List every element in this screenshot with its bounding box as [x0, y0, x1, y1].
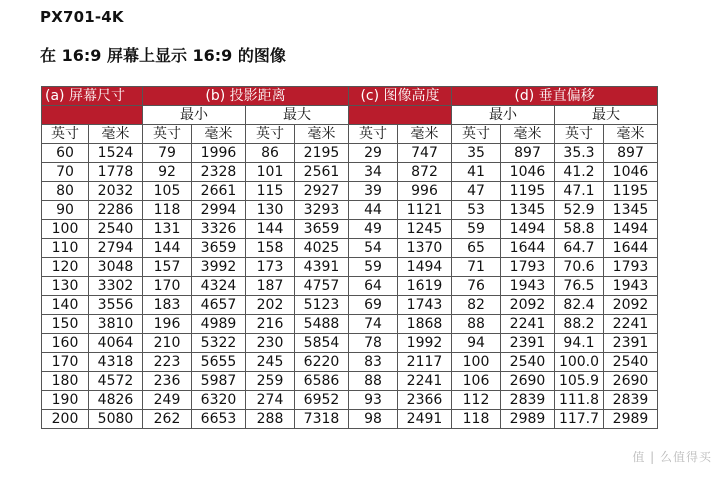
table-cell: 4657 [192, 296, 246, 315]
table-cell: 1644 [604, 239, 658, 258]
table-cell: 288 [246, 410, 295, 429]
header-projection-distance: (b) 投影距离 [143, 87, 349, 106]
table-cell: 1494 [604, 220, 658, 239]
table-cell: 216 [246, 315, 295, 334]
projection-spec-table [41, 86, 658, 429]
table-cell: 1524 [89, 144, 143, 163]
table-cell: 2561 [295, 163, 349, 182]
table-cell: 259 [246, 372, 295, 391]
table-cell: 1046 [501, 163, 555, 182]
table-row [42, 201, 658, 220]
table-cell: 2989 [604, 410, 658, 429]
table-cell: 5987 [192, 372, 246, 391]
unit-inch: 英寸 [42, 125, 89, 144]
table-cell: 52.9 [555, 201, 604, 220]
table-cell: 59 [349, 258, 398, 277]
table-cell: 872 [398, 163, 452, 182]
unit-mm: 毫米 [89, 125, 143, 144]
table-cell: 58.8 [555, 220, 604, 239]
table-cell: 170 [42, 353, 89, 372]
table-cell: 69 [349, 296, 398, 315]
table-cell: 2690 [604, 372, 658, 391]
unit-mm: 毫米 [192, 125, 246, 144]
table-cell: 2032 [89, 182, 143, 201]
table-cell: 897 [604, 144, 658, 163]
table-cell: 64.7 [555, 239, 604, 258]
table-cell: 1195 [501, 182, 555, 201]
model-name: PX701-4K [40, 8, 124, 26]
header-row-minmax [42, 106, 658, 125]
table-cell: 92 [143, 163, 192, 182]
table-cell: 1778 [89, 163, 143, 182]
table-cell: 210 [143, 334, 192, 353]
table-cell: 29 [349, 144, 398, 163]
table-cell: 200 [42, 410, 89, 429]
unit-inch: 英寸 [555, 125, 604, 144]
header-distance-max: 最大 [246, 106, 349, 125]
table-cell: 5854 [295, 334, 349, 353]
table-cell: 897 [501, 144, 555, 163]
table-cell: 2927 [295, 182, 349, 201]
table-cell: 47.1 [555, 182, 604, 201]
table-cell: 1943 [501, 277, 555, 296]
table-cell: 2540 [501, 353, 555, 372]
table-cell: 83 [349, 353, 398, 372]
table-row [42, 277, 658, 296]
header-offset-min: 最小 [452, 106, 555, 125]
table-cell: 2391 [501, 334, 555, 353]
table-cell: 3326 [192, 220, 246, 239]
table-cell: 4064 [89, 334, 143, 353]
table-cell: 6320 [192, 391, 246, 410]
table-cell: 34 [349, 163, 398, 182]
table-cell: 35.3 [555, 144, 604, 163]
table-cell: 2690 [501, 372, 555, 391]
table-cell: 80 [42, 182, 89, 201]
table-row [42, 296, 658, 315]
table-cell: 4324 [192, 277, 246, 296]
table-cell: 131 [143, 220, 192, 239]
table-cell: 101 [246, 163, 295, 182]
table-cell: 1644 [501, 239, 555, 258]
table-cell: 1046 [604, 163, 658, 182]
table-cell: 5123 [295, 296, 349, 315]
table-cell: 44 [349, 201, 398, 220]
header-image-height: (c) 图像高度 [349, 87, 452, 106]
table-cell: 3048 [89, 258, 143, 277]
table-cell: 1345 [501, 201, 555, 220]
unit-mm: 毫米 [604, 125, 658, 144]
table-cell: 4989 [192, 315, 246, 334]
table-cell: 230 [246, 334, 295, 353]
table-cell: 120 [42, 258, 89, 277]
table-cell: 82.4 [555, 296, 604, 315]
watermark: 值 | 么值得买 [632, 450, 712, 464]
table-cell: 118 [143, 201, 192, 220]
table-cell: 98 [349, 410, 398, 429]
table-row [42, 163, 658, 182]
header-blank-a [42, 106, 143, 125]
table-cell: 4826 [89, 391, 143, 410]
header-vertical-offset: (d) 垂直偏移 [452, 87, 658, 106]
table-cell: 187 [246, 277, 295, 296]
header-row-groups [42, 87, 658, 106]
table-cell: 2540 [89, 220, 143, 239]
table-cell: 1121 [398, 201, 452, 220]
table-cell: 88 [452, 315, 501, 334]
table-cell: 160 [42, 334, 89, 353]
table-cell: 130 [246, 201, 295, 220]
table-cell: 4572 [89, 372, 143, 391]
table-cell: 2391 [604, 334, 658, 353]
header-screen-size: (a) 屏幕尺寸 [42, 87, 143, 106]
table-cell: 90 [42, 201, 89, 220]
table-cell: 74 [349, 315, 398, 334]
table-row [42, 353, 658, 372]
table-cell: 223 [143, 353, 192, 372]
table-cell: 4025 [295, 239, 349, 258]
table-cell: 71 [452, 258, 501, 277]
table-cell: 140 [42, 296, 89, 315]
table-cell: 111.8 [555, 391, 604, 410]
table-cell: 6586 [295, 372, 349, 391]
unit-mm: 毫米 [501, 125, 555, 144]
table-cell: 41.2 [555, 163, 604, 182]
unit-mm: 毫米 [295, 125, 349, 144]
table-cell: 196 [143, 315, 192, 334]
table-cell: 94.1 [555, 334, 604, 353]
table-cell: 1245 [398, 220, 452, 239]
table-row [42, 239, 658, 258]
table-cell: 3302 [89, 277, 143, 296]
table-cell: 88 [349, 372, 398, 391]
table-row [42, 315, 658, 334]
table-cell: 118 [452, 410, 501, 429]
table-cell: 157 [143, 258, 192, 277]
table-cell: 70 [42, 163, 89, 182]
table-cell: 130 [42, 277, 89, 296]
table-cell: 144 [143, 239, 192, 258]
table-cell: 65 [452, 239, 501, 258]
table-cell: 6220 [295, 353, 349, 372]
table-cell: 183 [143, 296, 192, 315]
table-cell: 245 [246, 353, 295, 372]
table-cell: 1494 [501, 220, 555, 239]
table-cell: 236 [143, 372, 192, 391]
table-cell: 41 [452, 163, 501, 182]
table-cell: 64 [349, 277, 398, 296]
table-cell: 105.9 [555, 372, 604, 391]
table-cell: 202 [246, 296, 295, 315]
table-row [42, 220, 658, 239]
table-cell: 144 [246, 220, 295, 239]
header-distance-min: 最小 [143, 106, 246, 125]
table-row [42, 391, 658, 410]
table-row [42, 372, 658, 391]
table-cell: 2989 [501, 410, 555, 429]
table-cell: 86 [246, 144, 295, 163]
table-cell: 1793 [501, 258, 555, 277]
table-cell: 35 [452, 144, 501, 163]
table-cell: 1370 [398, 239, 452, 258]
table-cell: 7318 [295, 410, 349, 429]
table-cell: 76 [452, 277, 501, 296]
table-cell: 2092 [501, 296, 555, 315]
table-cell: 1992 [398, 334, 452, 353]
table-row [42, 410, 658, 429]
table-cell: 262 [143, 410, 192, 429]
table-cell: 39 [349, 182, 398, 201]
table-cell: 5322 [192, 334, 246, 353]
table-cell: 59 [452, 220, 501, 239]
table-cell: 60 [42, 144, 89, 163]
table-cell: 3659 [295, 220, 349, 239]
table-body [42, 144, 658, 429]
unit-inch: 英寸 [452, 125, 501, 144]
table-cell: 2241 [604, 315, 658, 334]
table-cell: 3556 [89, 296, 143, 315]
table-cell: 170 [143, 277, 192, 296]
table-cell: 5080 [89, 410, 143, 429]
table-cell: 70.6 [555, 258, 604, 277]
table-cell: 2241 [398, 372, 452, 391]
table-subtitle: 在 16:9 屏幕上显示 16:9 的图像 [40, 46, 286, 65]
table-cell: 6952 [295, 391, 349, 410]
table-cell: 3293 [295, 201, 349, 220]
table-cell: 180 [42, 372, 89, 391]
table-cell: 53 [452, 201, 501, 220]
table-cell: 6653 [192, 410, 246, 429]
header-blank-c [349, 106, 452, 125]
table-cell: 4318 [89, 353, 143, 372]
table-row [42, 258, 658, 277]
table-cell: 190 [42, 391, 89, 410]
table-cell: 158 [246, 239, 295, 258]
unit-inch: 英寸 [349, 125, 398, 144]
table-cell: 150 [42, 315, 89, 334]
table-cell: 82 [452, 296, 501, 315]
table-cell: 1743 [398, 296, 452, 315]
table-cell: 2491 [398, 410, 452, 429]
table-cell: 4757 [295, 277, 349, 296]
table-cell: 2117 [398, 353, 452, 372]
table-cell: 54 [349, 239, 398, 258]
table-cell: 5655 [192, 353, 246, 372]
table-cell: 249 [143, 391, 192, 410]
table-cell: 996 [398, 182, 452, 201]
table-cell: 274 [246, 391, 295, 410]
table-cell: 93 [349, 391, 398, 410]
table-cell: 747 [398, 144, 452, 163]
table-cell: 2839 [604, 391, 658, 410]
table-cell: 3810 [89, 315, 143, 334]
table-cell: 2661 [192, 182, 246, 201]
table-cell: 2241 [501, 315, 555, 334]
table-cell: 94 [452, 334, 501, 353]
table-cell: 115 [246, 182, 295, 201]
table-cell: 1793 [604, 258, 658, 277]
table-cell: 100.0 [555, 353, 604, 372]
table-cell: 2994 [192, 201, 246, 220]
table-cell: 2286 [89, 201, 143, 220]
unit-inch: 英寸 [246, 125, 295, 144]
table-cell: 100 [42, 220, 89, 239]
table-cell: 1494 [398, 258, 452, 277]
table-cell: 1345 [604, 201, 658, 220]
table-cell: 1619 [398, 277, 452, 296]
header-offset-max: 最大 [555, 106, 658, 125]
table-cell: 3659 [192, 239, 246, 258]
table-cell: 117.7 [555, 410, 604, 429]
unit-mm: 毫米 [398, 125, 452, 144]
unit-inch: 英寸 [143, 125, 192, 144]
table-cell: 100 [452, 353, 501, 372]
table-cell: 105 [143, 182, 192, 201]
table-row [42, 334, 658, 353]
table-cell: 2328 [192, 163, 246, 182]
table-cell: 2195 [295, 144, 349, 163]
table-row [42, 182, 658, 201]
table-cell: 2540 [604, 353, 658, 372]
table-cell: 49 [349, 220, 398, 239]
table-cell: 1996 [192, 144, 246, 163]
table-cell: 1943 [604, 277, 658, 296]
table-cell: 79 [143, 144, 192, 163]
table-cell: 2794 [89, 239, 143, 258]
table-cell: 2839 [501, 391, 555, 410]
table-cell: 110 [42, 239, 89, 258]
table-cell: 2366 [398, 391, 452, 410]
table-cell: 78 [349, 334, 398, 353]
table-cell: 3992 [192, 258, 246, 277]
header-row-units [42, 125, 658, 144]
table-cell: 2092 [604, 296, 658, 315]
table-cell: 1868 [398, 315, 452, 334]
table-row [42, 144, 658, 163]
table-cell: 173 [246, 258, 295, 277]
table-cell: 1195 [604, 182, 658, 201]
table-cell: 88.2 [555, 315, 604, 334]
table-cell: 4391 [295, 258, 349, 277]
table-cell: 112 [452, 391, 501, 410]
table-cell: 47 [452, 182, 501, 201]
table-cell: 5488 [295, 315, 349, 334]
table-cell: 106 [452, 372, 501, 391]
table-cell: 76.5 [555, 277, 604, 296]
